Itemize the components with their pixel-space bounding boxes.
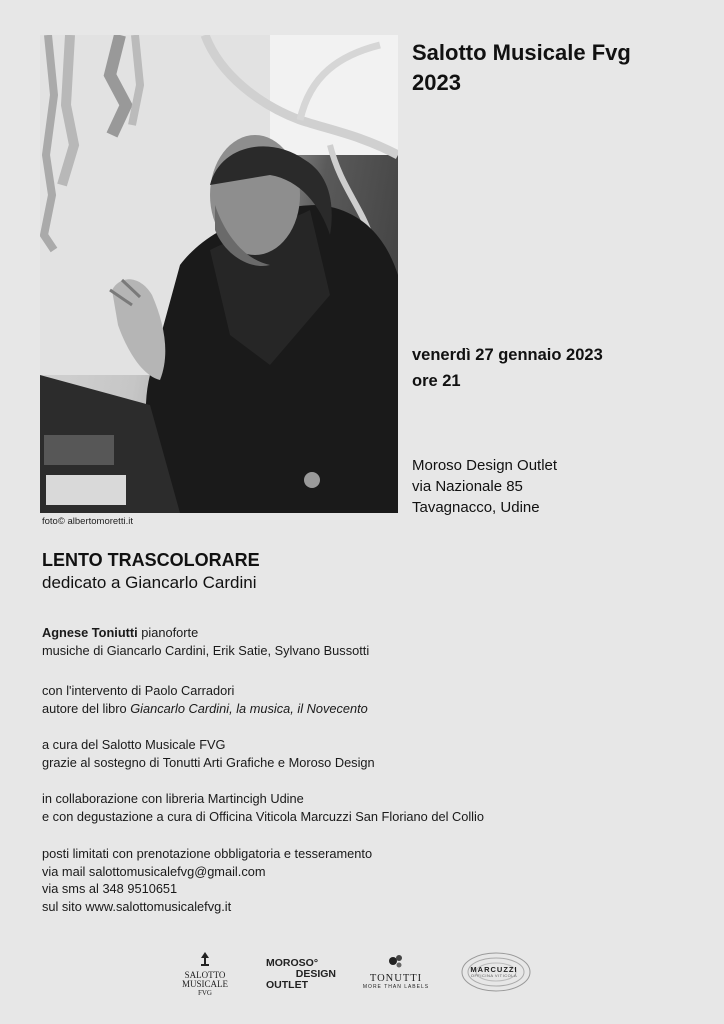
portrait-photo — [40, 35, 398, 513]
guest-intro: con l'intervento di Paolo Carradori — [42, 683, 235, 698]
event-title: LENTO TRASCOLORARE — [42, 550, 260, 570]
series-title-name: Salotto Musicale Fvg — [412, 40, 631, 65]
guest-book-title: Giancarlo Cardini, la musica, il Novecento — [130, 700, 368, 716]
venue-street: via Nazionale 85 — [412, 478, 523, 495]
sponsor-logos — [0, 950, 724, 1000]
moroso-logo-text2: DESIGN — [295, 968, 336, 980]
salotto-logo-text2: MUSICALE — [181, 979, 228, 989]
portrait-illustration — [40, 35, 398, 513]
event-date — [412, 342, 603, 394]
venue-city: Tavagnacco, Udine — [412, 499, 540, 516]
organizers-line1: a cura del Salotto Musicale FVG — [42, 737, 226, 752]
booking-email: via mail salottomusicalefvg@gmail.com — [42, 863, 266, 879]
collaboration-line2: e con degustazione a cura di Officina Viticola Marcuzzi San Floriano del Collio — [42, 808, 484, 824]
salotto-logo-text3: FVG — [197, 989, 212, 997]
event-subtitle: dedicato a Giancarlo Cardini — [42, 573, 257, 592]
marcuzzi-logo — [456, 950, 532, 994]
booking-website: sul sito www.salottomusicalefvg.it — [42, 898, 232, 914]
guest-book-prefix: autore del libro — [42, 700, 131, 716]
moroso-logo — [266, 958, 336, 991]
marcuzzi-logo-tagline: OFFICINA VITICOLA — [470, 973, 518, 978]
collaboration-line1: in collaborazione con libreria Martincigh Udine — [42, 791, 304, 806]
marcuzzi-logo-text: MARCUZZI — [470, 965, 518, 974]
photo-credit: foto© albertomoretti.it — [42, 516, 133, 527]
venue — [412, 455, 557, 518]
tonutti-logo-text: TONUTTI — [369, 973, 423, 984]
venue-name: Moroso Design Outlet — [412, 457, 558, 474]
event-time: ore 21 — [412, 372, 461, 390]
performer-name: Agnese Toniutti — [42, 625, 138, 640]
organizers-paragraph — [42, 736, 375, 771]
series-title-year: 2023 — [412, 70, 461, 95]
booking-sms: via sms al 348 9510651 — [42, 881, 178, 897]
moroso-logo-text1: MOROSO° — [266, 957, 319, 969]
performer-role: pianoforte — [137, 625, 199, 640]
performer-program: musiche di Giancarlo Cardini, Erik Satie, Sylvano Bussotti — [42, 642, 370, 658]
moroso-logo-text3: OUTLET — [266, 979, 308, 991]
guest-paragraph — [42, 682, 368, 717]
performer-line — [42, 624, 369, 642]
performer-paragraph — [42, 624, 369, 659]
organizers-line2: grazie al sostegno di Tonutti Arti Grafiche e Moroso Design — [42, 754, 375, 770]
tonutti-mark-icon — [388, 954, 404, 968]
guest-book-line — [42, 700, 368, 718]
tonutti-logo — [360, 954, 432, 990]
lamp-icon — [198, 950, 212, 966]
salotto-logo — [172, 950, 238, 997]
booking-paragraph — [42, 845, 372, 915]
series-title — [412, 38, 631, 98]
collaboration-paragraph — [42, 790, 484, 825]
event-day: venerdì 27 gennaio 2023 — [412, 346, 603, 364]
salotto-logo-text1: SALOTTO — [184, 970, 226, 980]
tonutti-logo-tagline: MORE THAN LABELS — [362, 984, 430, 990]
booking-line1: posti limitati con prenotazione obbligatoria e tesseramento — [42, 846, 373, 861]
